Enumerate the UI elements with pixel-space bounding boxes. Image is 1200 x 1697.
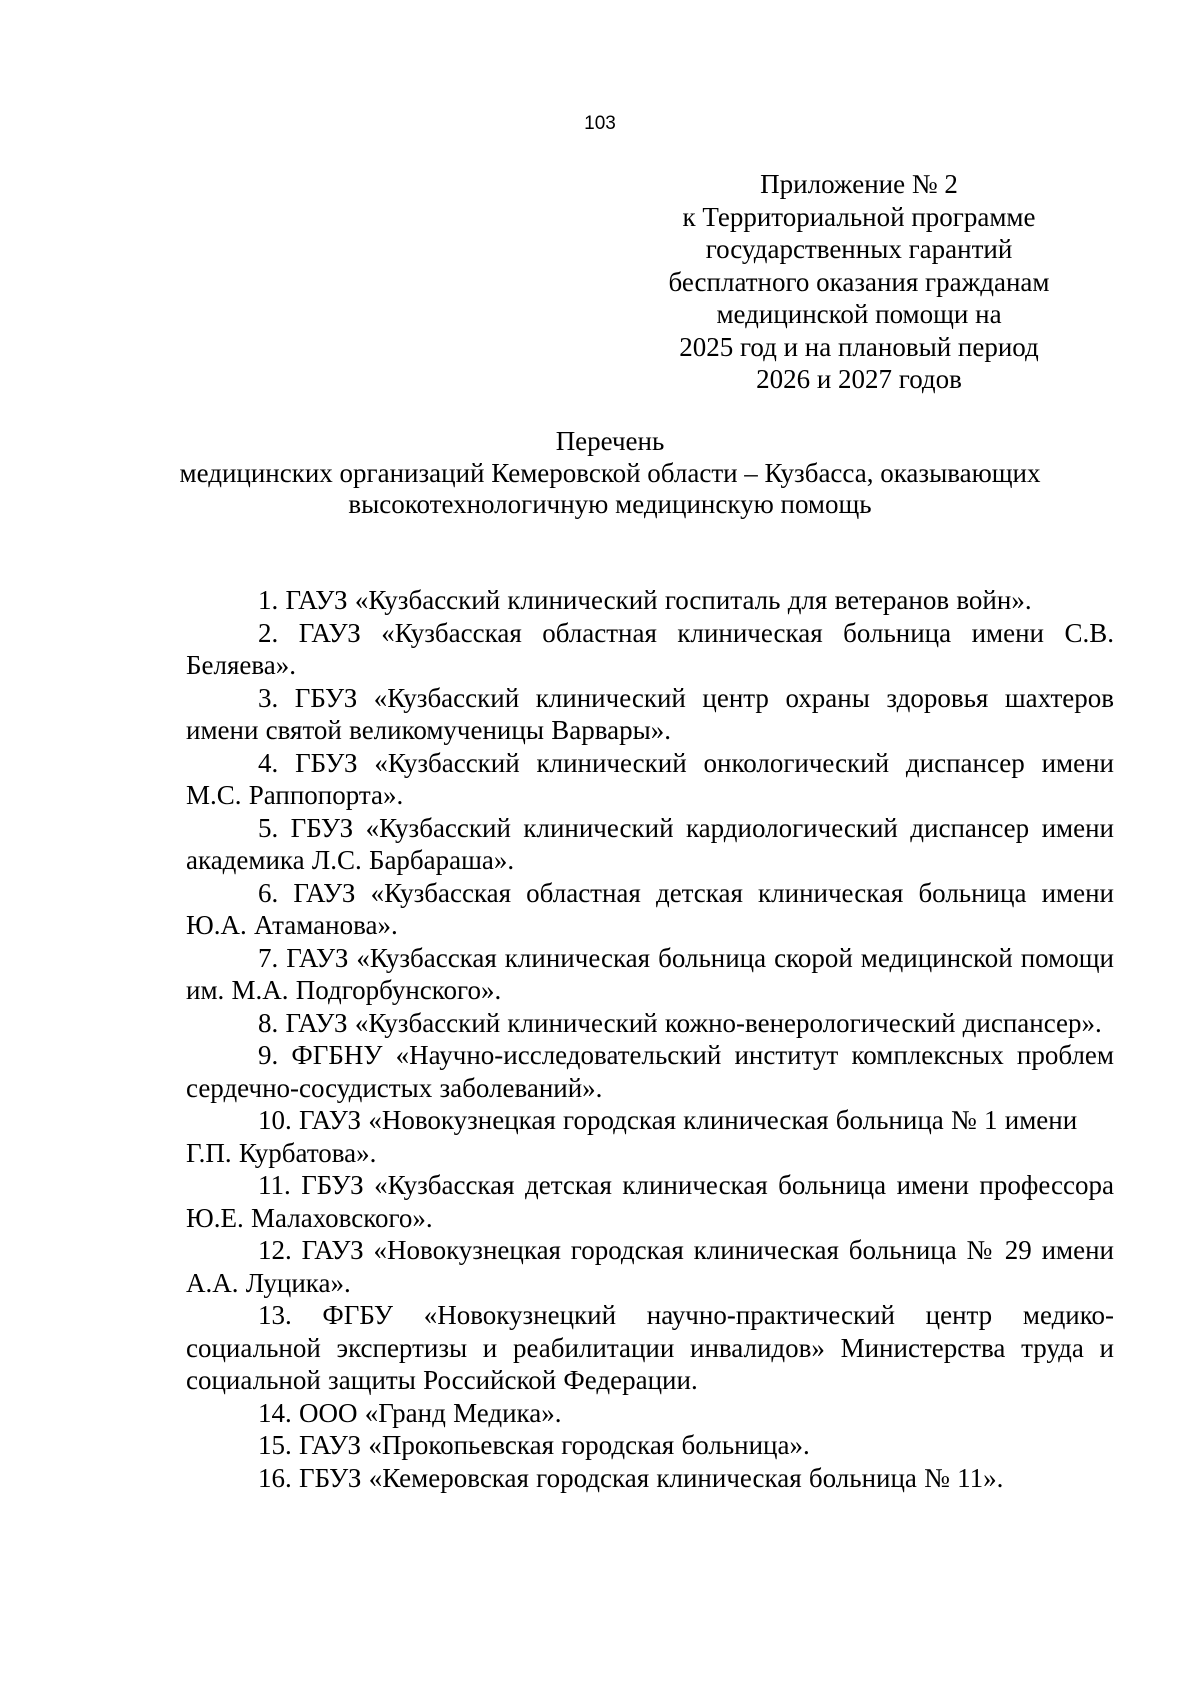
list-item: 6. ГАУЗ «Кузбасская областная детская клиническая больница имени Ю.А. Атаманова». xyxy=(186,877,1114,940)
list-item: 5. ГБУЗ «Кузбасский клинический кардиологический диспансер имени академика Л.С. Барбараша». xyxy=(186,812,1114,875)
title-line: высокотехнологичную медицинскую помощь xyxy=(348,489,872,519)
list-item: 15. ГАУЗ «Прокопьевская городская больница». xyxy=(258,1430,810,1460)
appendix-line: медицинской помощи на xyxy=(716,299,1002,329)
appendix-line: государственных гарантий xyxy=(705,234,1013,264)
organizations-list xyxy=(186,584,1114,1494)
list-item: 13. ФГБУ «Новокузнецкий научно-практический центр медико-социальной экспертизы и реабилитации инвалидов» Министерства труда и социальной защиты Российской Федерации. xyxy=(186,1300,1114,1395)
appendix-header xyxy=(650,168,1068,396)
title-line: Перечень xyxy=(555,426,665,456)
title-line: медицинских организаций Кемеровской области – Кузбасса, оказывающих xyxy=(179,457,1041,488)
list-item: 11. ГБУЗ «Кузбасская детская клиническая больница имени профессора Ю.Е. Малаховского». xyxy=(186,1170,1114,1233)
list-item: 14. ООО «Гранд Медика». xyxy=(258,1397,562,1428)
list-item: 8. ГАУЗ «Кузбасский клинический кожно-венерологический диспансер». xyxy=(258,1007,1102,1038)
list-item: 4. ГБУЗ «Кузбасский клинический онкологический диспансер имени М.С. Раппопорта». xyxy=(186,747,1114,810)
list-item: 12. ГАУЗ «Новокузнецкая городская клиническая больница № 29 имени А.А. Луцика». xyxy=(186,1235,1114,1298)
appendix-line: к Территориальной программе xyxy=(682,201,1036,232)
list-item: 7. ГАУЗ «Кузбасская клиническая больница скорой медицинской помощи им. М.А. Подгорбунского». xyxy=(186,942,1114,1005)
list-item: 10. ГАУЗ «Новокузнецкая городская клиническая больница № 1 имени Г.П. Курбатова». xyxy=(186,1105,1078,1168)
list-item: 1. ГАУЗ «Кузбасский клинический госпиталь для ветеранов войн». xyxy=(258,585,1032,615)
document-title xyxy=(120,426,1100,521)
list-item: 9. ФГБНУ «Научно-исследовательский институт комплексных проблем сердечно-сосудистых заболеваний». xyxy=(186,1040,1114,1103)
appendix-line: Приложение № 2 xyxy=(760,169,958,199)
appendix-line: бесплатного оказания гражданам xyxy=(668,266,1050,297)
appendix-line: 2026 и 2027 годов xyxy=(756,364,962,394)
list-item: 16. ГБУЗ «Кемеровская городская клиническая больница № 11». xyxy=(258,1462,1004,1493)
appendix-line: 2025 год и на плановый период xyxy=(679,331,1039,362)
page-number: 103 xyxy=(584,113,616,134)
list-item: 3. ГБУЗ «Кузбасский клинический центр охраны здоровья шахтеров имени святой великомученицы Варвары». xyxy=(186,682,1114,745)
list-item: 2. ГАУЗ «Кузбасская областная клиническая больница имени С.В. Беляева». xyxy=(186,617,1114,680)
